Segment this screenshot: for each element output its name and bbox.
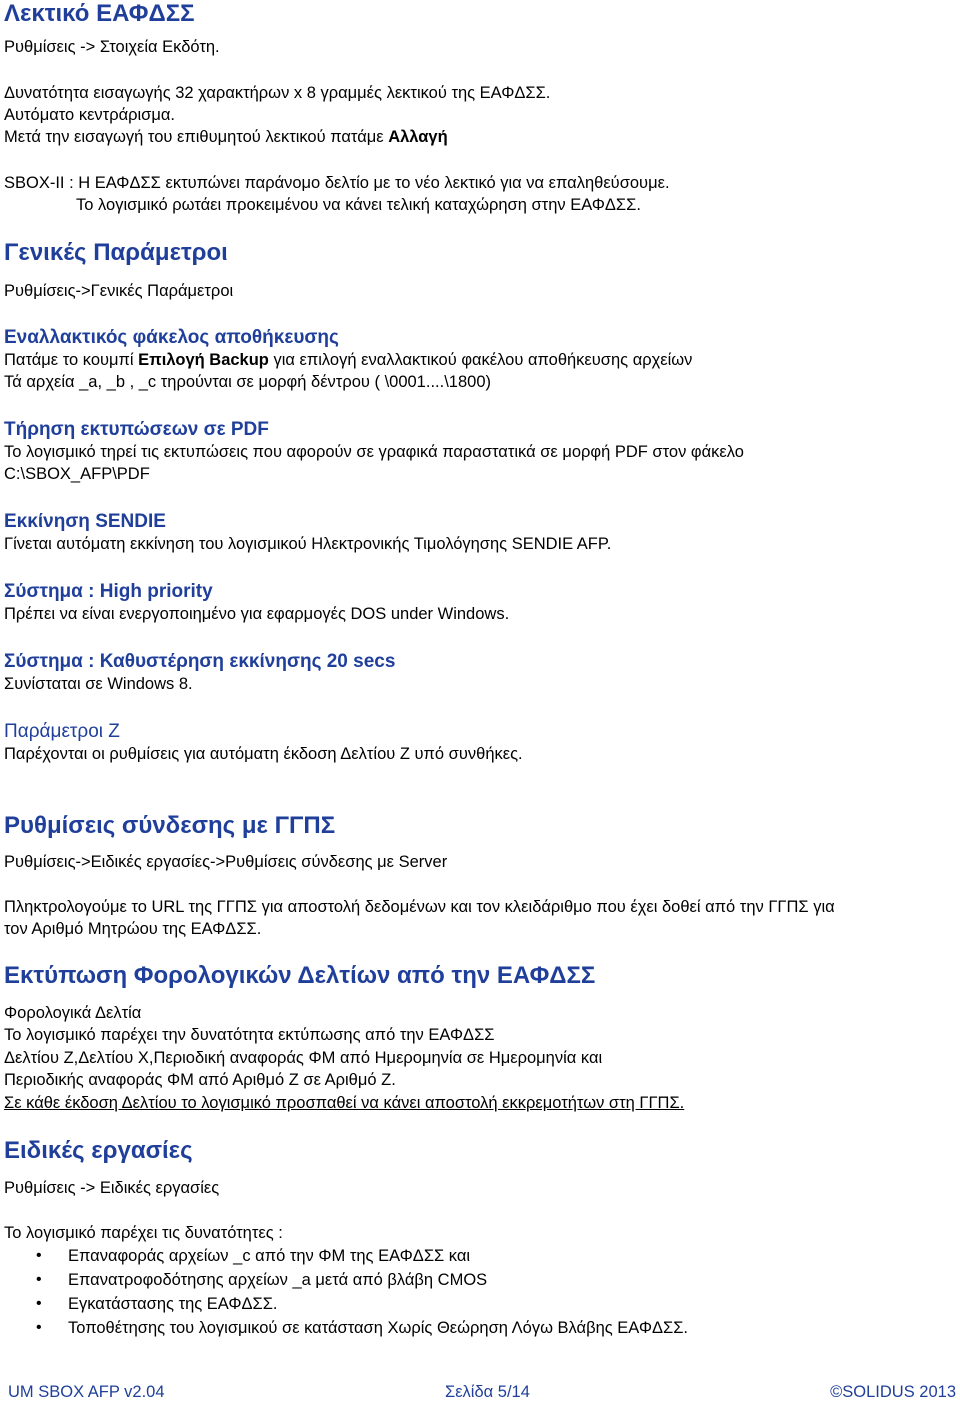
list-item: Επανατροφοδότησης αρχείων _a μετά από βλάβη CMOS <box>68 1271 488 1289</box>
text-run: Πατάμε το κουμπί <box>4 351 139 369</box>
list-item: Εγκατάστασης της ΕΑΦΔΣΣ. <box>68 1295 278 1313</box>
paragraph-line: SBOX-II : Η ΕΑΦΔΣΣ εκτυπώνει παράνομο δελτίο με το νέο λεκτικό για να επαληθεύσουμε. <box>4 174 670 192</box>
section-title-ggps: Ρυθμίσεις σύνδεσης με ΓΓΠΣ <box>4 812 336 839</box>
subheading-sendie: Εκκίνηση SENDIE <box>4 511 166 532</box>
subheading-z-params: Παράμετροι Z <box>4 721 120 742</box>
settings-path: Ρυθμίσεις->Γενικές Παράμετροι <box>4 282 234 300</box>
paragraph-line: Πληκτρολογούμε το URL της ΓΓΠΣ για αποστολή δεδομένων και τον κλειδάριθμο που έχει δοθεί από την ΓΓΠΣ για <box>4 898 835 916</box>
paragraph-line: τον Αριθμό Μητρώου της ΕΑΦΔΣΣ. <box>4 920 262 938</box>
paragraph-line: Το λογισμικό παρέχει τις δυνατότητες : <box>4 1224 283 1242</box>
paragraph-line <box>4 349 692 371</box>
section-title-lektiko: Λεκτικό ΕΑΦΔΣΣ <box>4 0 195 27</box>
bullet-icon: • <box>36 1247 42 1264</box>
paragraph-line: Παρέχονται οι ρυθμίσεις για αυτόματη έκδοση Δελτίου Ζ υπό συνθήκες. <box>4 745 523 763</box>
text-run: Μετά την εισαγωγή του επιθυμητού λεκτικού πατάμε <box>4 128 389 146</box>
text-run: για επιλογή εναλλακτικού φακέλου αποθήκευσης αρχείων <box>268 351 693 369</box>
section-title-special-tasks: Ειδικές εργασίες <box>4 1137 193 1164</box>
paragraph-line: Το λογισμικό παρέχει την δυνατότητα εκτύπωσης από την ΕΑΦΔΣΣ <box>4 1026 495 1044</box>
bullet-icon: • <box>36 1295 42 1312</box>
paragraph-line: Το λογισμικό ρωτάει προκειμένου να κάνει τελική καταχώρηση στην ΕΑΦΔΣΣ. <box>76 196 641 214</box>
paragraph-line: C:\SBOX_AFP\PDF <box>4 465 150 483</box>
paragraph-line: Αυτόματο κεντράρισμα. <box>4 106 175 124</box>
bullet-icon: • <box>36 1319 42 1336</box>
footer-copyright: ©SOLIDUS 2013 <box>830 1383 956 1401</box>
settings-path: Ρυθμίσεις -> Ειδικές εργασίες <box>4 1179 220 1197</box>
subheading-backup-folder: Εναλλακτικός φάκελος αποθήκευσης <box>4 327 339 348</box>
settings-path: Ρυθμίσεις->Ειδικές εργασίες->Ρυθμίσεις σύνδεσης με Server <box>4 853 448 871</box>
paragraph-line: Πρέπει να είναι ενεργοποιημένο για εφαρμογές DOS under Windows. <box>4 605 510 623</box>
paragraph-line: Το λογισμικό τηρεί τις εκτυπώσεις που αφορούν σε γραφικά παραστατικά σε μορφή PDF στον φάκελο <box>4 443 744 461</box>
subheading-pdf: Τήρηση εκτυπώσεων σε PDF <box>4 419 269 440</box>
section-title-tax-receipts: Εκτύπωση Φορολογικών Δελτίων από την ΕΑΦΔΣΣ <box>4 962 596 989</box>
footer-page-number: Σελίδα 5/14 <box>445 1383 530 1401</box>
paragraph-line: Φορολογικά Δελτία <box>4 1004 142 1022</box>
paragraph-line: Δυνατότητα εισαγωγής 32 χαρακτήρων x 8 γραμμές λεκτικού της ΕΑΦΔΣΣ. <box>4 84 551 102</box>
paragraph-line: Τά αρχεία _a, _b , _c τηρούνται σε μορφή δέντρου ( \0001....\1800) <box>4 373 491 391</box>
list-item: Επαναφοράς αρχείων _c από την ΦΜ της ΕΑΦΔΣΣ και <box>68 1247 471 1265</box>
bold-term: Αλλαγή <box>388 128 448 146</box>
underlined-note: Σε κάθε έκδοση Δελτίου το λογισμικό προσπαθεί να κάνει αποστολή εκκρεμοτήτων στη ΓΓΠΣ. <box>4 1094 685 1112</box>
bold-term: Επιλογή Backup <box>138 351 269 369</box>
settings-path: Ρυθμίσεις -> Στοιχεία Εκδότη. <box>4 38 220 56</box>
paragraph-line <box>4 126 448 148</box>
footer-manual-version: UM SBOX AFP v2.04 <box>8 1383 165 1401</box>
paragraph-line: Περιοδικής αναφοράς ΦΜ από Αριθμό Ζ σε Αριθμό Ζ. <box>4 1071 396 1089</box>
subheading-priority: Σύστημα : High priority <box>4 581 213 602</box>
paragraph-line: Συνίσταται σε Windows 8. <box>4 675 193 693</box>
section-title-general-params: Γενικές Παράμετροι <box>4 239 228 266</box>
bullet-icon: • <box>36 1271 42 1288</box>
list-item: Τοποθέτησης του λογισμικού σε κατάσταση Χωρίς Θεώρηση Λόγω Βλάβης ΕΑΦΔΣΣ. <box>68 1319 689 1337</box>
paragraph-line: Γίνεται αυτόματη εκκίνηση του λογισμικού Ηλεκτρονικής Τιμολόγησης SENDIE AFP. <box>4 535 612 553</box>
subheading-delay: Σύστημα : Καθυστέρηση εκκίνησης 20 secs <box>4 651 396 672</box>
paragraph-line: Δελτίου Z,Δελτίου X,Περιοδική αναφοράς ΦΜ από Ημερομηνία σε Ημερομηνία και <box>4 1049 603 1067</box>
